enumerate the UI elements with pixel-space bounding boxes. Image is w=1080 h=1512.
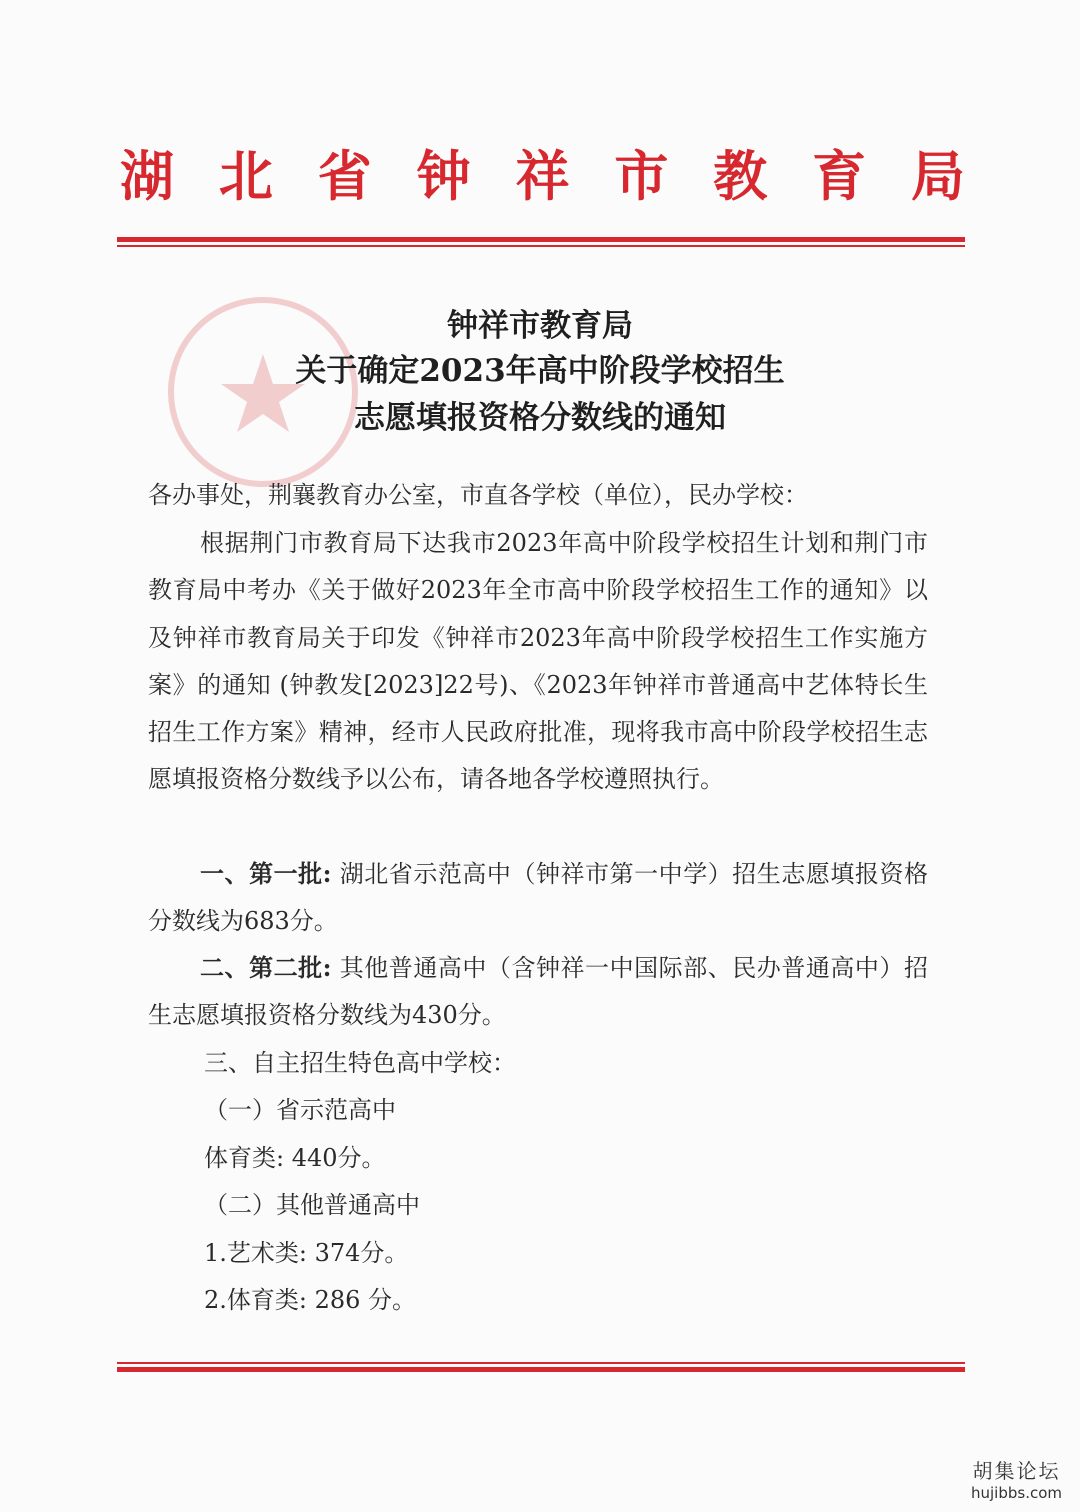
letterhead-char: 北 <box>218 144 273 208</box>
sub2-art-score: 1.艺术类: 374分。 <box>204 1239 409 1267</box>
intro-paragraph: 根据荆门市教育局下达我市2023年高中阶段学校招生计划和荆门市教育局中考办《关于做好2023年全市高中阶段学校招生工作的通知》以及钟祥市教育局关于印发《钟祥市2023年高中阶段学校招生工作实施方案》的通知 (钟教发[2023]22号)、《2023年钟祥市普通高中艺体特长生招生工作方案》精神，经市人民政府批准，现将我市高中阶段学校招生志愿填报资格分数线予以公布，请各地各学校遵照执行。 <box>148 529 928 794</box>
header-divider-thin <box>117 245 965 247</box>
item-third-heading: 三、自主招生特色高中学校： <box>204 1049 516 1077</box>
item-second-label: 二、第二批: <box>200 953 332 982</box>
footer-divider-thick <box>117 1367 965 1372</box>
item-first-batch <box>148 850 928 946</box>
notice-title-line3: 志愿填报资格分数线的通知 <box>354 400 726 436</box>
sub-provincial-model: （一）省示范高中 <box>204 1096 396 1124</box>
letterhead-char: 局 <box>911 144 965 208</box>
notice-title-line2: 关于确定2023年高中阶段学校招生 <box>295 353 785 389</box>
letterhead-char: 钟 <box>416 144 471 208</box>
footer-divider-thin <box>117 1362 965 1364</box>
letterhead-char: 教 <box>713 144 768 208</box>
item-first-label: 一、第一批: <box>200 859 332 888</box>
watermark-url: hujibbs.com <box>970 1484 1062 1502</box>
letterhead-char: 育 <box>812 144 867 208</box>
site-watermark <box>971 1458 1062 1502</box>
sub1-sports-score: 体育类: 440分。 <box>204 1144 386 1172</box>
item-second-text: 其他普通高中（含钟祥一中国际部、民办普通高中）招生志愿填报资格分数线为430分。 <box>148 954 929 1030</box>
letterhead-char: 市 <box>614 144 669 208</box>
sub-other-high-schools: （二）其他普通高中 <box>204 1191 420 1219</box>
salutation: 各办事处，荆襄教育办公室，市直各学校（单位），民办学校： <box>148 481 808 509</box>
letterhead-char: 省 <box>317 144 372 208</box>
item-first-text: 湖北省示范高中（钟祥市第一中学）招生志愿填报资格分数线为683分。 <box>148 860 929 936</box>
header-divider-thick <box>117 237 965 242</box>
letterhead-char: 湖 <box>120 144 174 208</box>
watermark-title: 胡集论坛 <box>972 1459 1061 1483</box>
notice-title-line1: 钟祥市教育局 <box>447 308 633 344</box>
letterhead <box>120 140 965 208</box>
item-second-batch <box>148 944 928 1040</box>
letterhead-char: 祥 <box>515 144 570 208</box>
sub2-sports-score: 2.体育类: 286 分。 <box>204 1286 417 1314</box>
